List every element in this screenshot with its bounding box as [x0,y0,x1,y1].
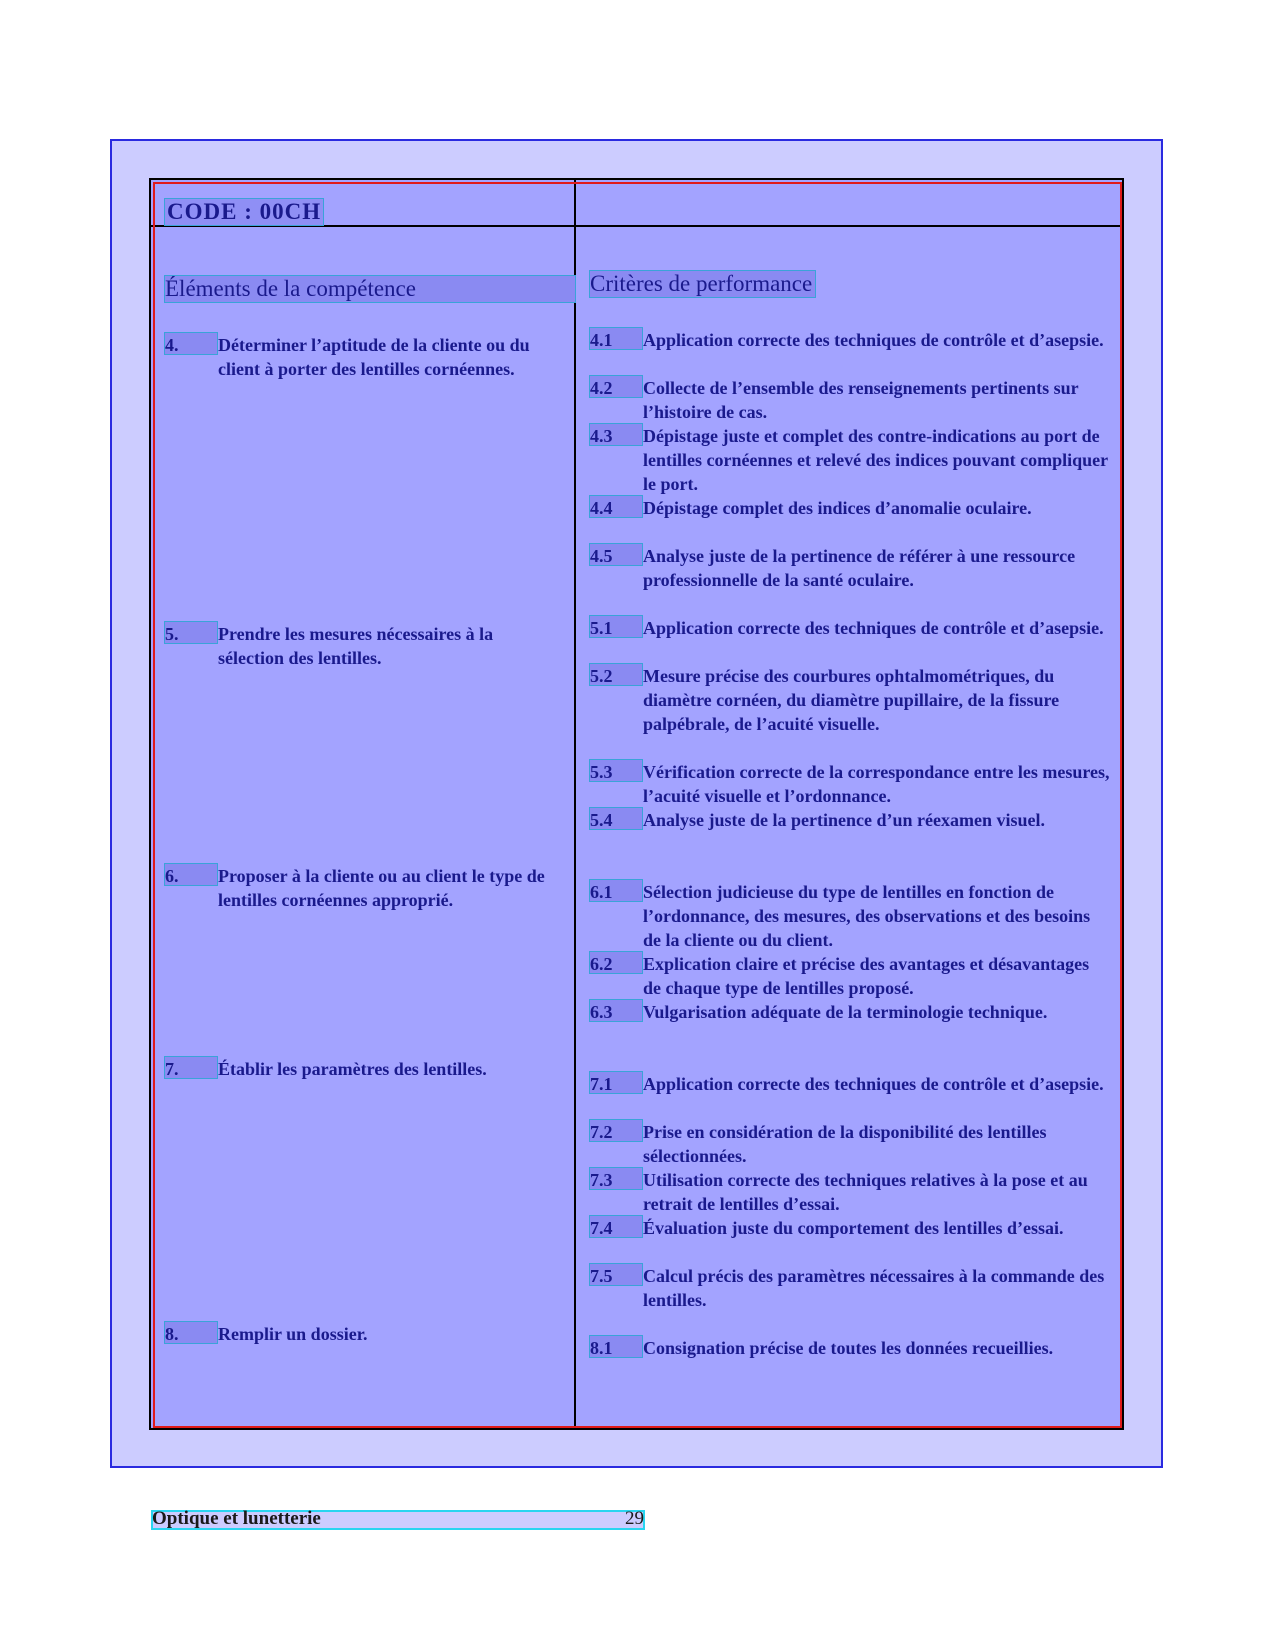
criterion-text: Analyse juste de la pertinence de référer à une ressource professionnelle de la santé oculaire. [643,546,1076,590]
page-number: 29 [625,1508,644,1529]
element-text: Remplir un dossier. [218,1324,368,1344]
criterion-text: Application correcte des techniques de contrôle et d’asepsie. [643,1074,1104,1094]
footer-title: Optique et lunetterie [152,1508,321,1529]
element-number: 7. [165,1057,217,1078]
criterion-item [590,1120,1110,1168]
criterion-item [590,1264,1110,1312]
criterion-item [590,424,1110,496]
criterion-text: Dépistage juste et complet des contre-indications au port de lentilles cornéennes et relevé des indices pouvant compliquer le port. [643,426,1108,494]
criterion-text: Vulgarisation adéquate de la terminologie technique. [643,1002,1048,1022]
criterion-number: 6.1 [590,880,642,901]
criterion-item [590,544,1110,592]
criterion-text: Collecte de l’ensemble des renseignements pertinents sur l’histoire de cas. [643,378,1079,422]
column-divider [574,179,576,1429]
criterion-text: Utilisation correcte des techniques relatives à la pose et au retrait de lentilles d’essai. [643,1170,1088,1214]
criterion-number: 4.5 [590,544,642,565]
criterion-item [590,952,1110,1000]
criterion-number: 5.2 [590,664,642,685]
element-number: 5. [165,622,217,643]
element-item [165,1057,560,1081]
criterion-number: 6.2 [590,952,642,973]
criterion-number: 7.2 [590,1120,642,1141]
criterion-text: Explication claire et précise des avantages et désavantages de chaque type de lentilles proposé. [643,954,1090,998]
criterion-item [590,760,1110,808]
element-number: 6. [165,864,217,885]
criterion-number: 4.3 [590,424,642,445]
header-rule [150,225,1124,227]
criterion-item [590,616,1110,640]
element-number: 4. [165,333,217,354]
criterion-item [590,1168,1110,1216]
column-header-elements: Éléments de la compétence [165,276,575,302]
element-text: Prendre les mesures nécessaires à la sélection des lentilles. [218,624,494,668]
element-item [165,333,560,381]
element-item [165,622,560,670]
criterion-text: Consignation précise de toutes les données recueillies. [643,1338,1054,1358]
column-header-criteria: Critères de performance [590,271,815,297]
criterion-number: 6.3 [590,1000,642,1021]
element-item [165,864,560,912]
criterion-item [590,808,1110,832]
criterion-item [590,1072,1110,1096]
criterion-number: 7.1 [590,1072,642,1093]
criterion-number: 4.1 [590,328,642,349]
criterion-text: Prise en considération de la disponibilité des lentilles sélectionnées. [643,1122,1047,1166]
criterion-text: Application correcte des techniques de contrôle et d’asepsie. [643,330,1104,350]
criterion-number: 5.4 [590,808,642,829]
criterion-number: 7.3 [590,1168,642,1189]
criterion-item [590,376,1110,424]
element-text: Proposer à la cliente ou au client le type de lentilles cornéennes approprié. [218,866,545,910]
element-text: Établir les paramètres des lentilles. [218,1059,487,1079]
criterion-number: 8.1 [590,1336,642,1357]
criterion-item [590,1336,1110,1360]
criterion-item [590,880,1110,952]
criterion-number: 4.2 [590,376,642,397]
criterion-number: 7.4 [590,1216,642,1237]
criterion-text: Vérification correcte de la correspondance entre les mesures, l’acuité visuelle et l’ordonnance. [643,762,1110,806]
criterion-number: 7.5 [590,1264,642,1285]
criterion-number: 5.1 [590,616,642,637]
criterion-item [590,496,1110,520]
criterion-item [590,664,1110,736]
criterion-item [590,1000,1110,1024]
element-text: Déterminer l’aptitude de la cliente ou du client à porter des lentilles cornéennes. [218,335,530,379]
element-item [165,1322,560,1346]
criterion-item [590,328,1110,352]
element-number: 8. [165,1322,217,1343]
criterion-text: Dépistage complet des indices d’anomalie oculaire. [643,498,1032,518]
criterion-number: 5.3 [590,760,642,781]
code-label: CODE : 00CH [167,199,322,224]
criterion-item [590,1216,1110,1240]
criterion-text: Application correcte des techniques de contrôle et d’asepsie. [643,618,1104,638]
criterion-text: Sélection judicieuse du type de lentilles en fonction de l’ordonnance, des mesures, des observations et des besoins de la cliente ou du client. [643,882,1091,950]
criterion-text: Calcul précis des paramètres nécessaires à la commande des lentilles. [643,1266,1105,1310]
criterion-text: Analyse juste de la pertinence d’un réexamen visuel. [643,810,1045,830]
criterion-number: 4.4 [590,496,642,517]
criterion-text: Évaluation juste du comportement des lentilles d’essai. [643,1218,1064,1238]
criterion-text: Mesure précise des courbures ophtalmométriques, du diamètre cornéen, du diamètre pupillaire, de la fissure palpébrale, de l’acuité visuelle. [643,666,1060,734]
